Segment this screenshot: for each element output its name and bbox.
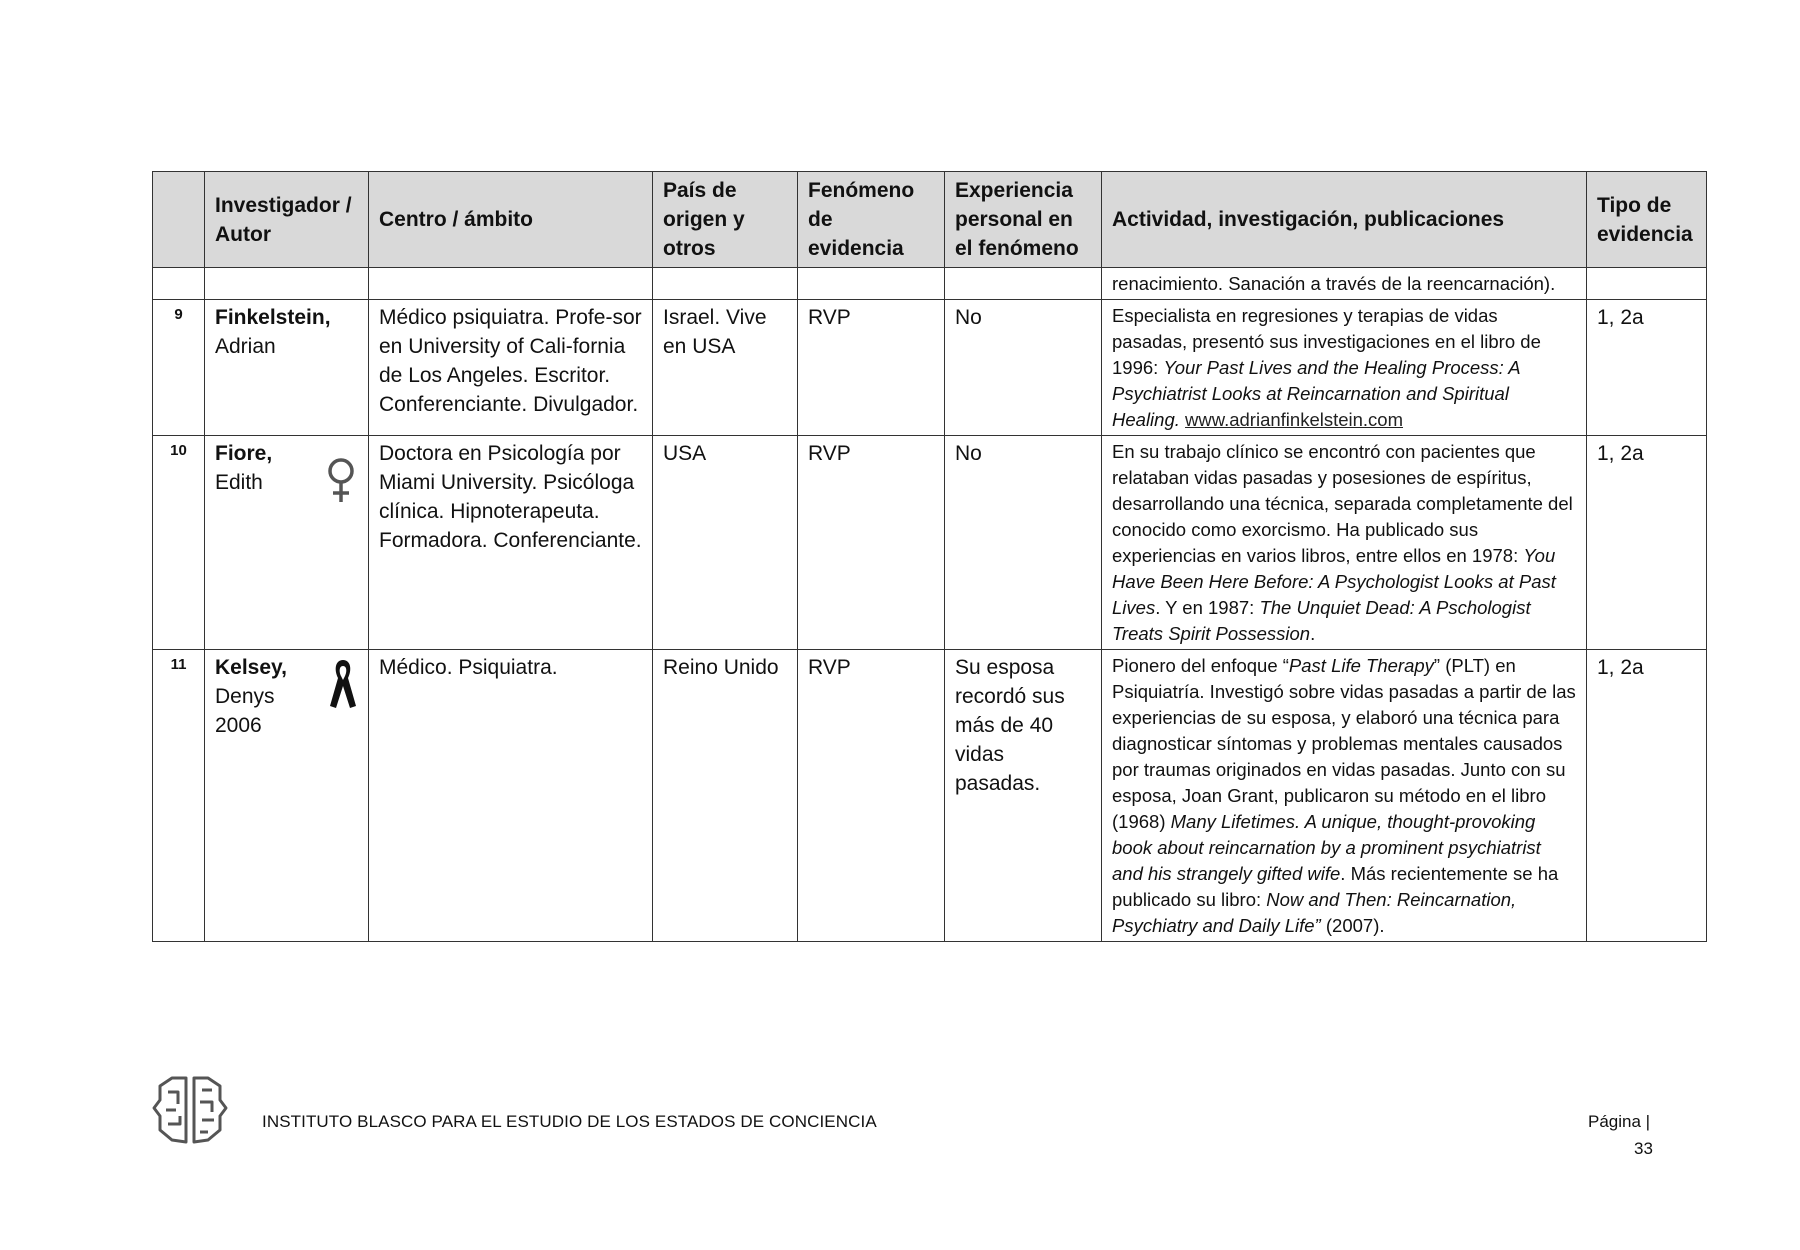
phenomenon-cell: RVP bbox=[798, 650, 945, 942]
table-row bbox=[153, 650, 1707, 942]
header-experience: Experiencia personal en el fenómeno bbox=[945, 172, 1102, 268]
author-cell bbox=[205, 436, 369, 650]
author-surname: Kelsey, bbox=[215, 656, 287, 679]
evidence-cell: 1, 2a bbox=[1587, 436, 1707, 650]
header-phenomenon: Fenómeno de evidencia bbox=[798, 172, 945, 268]
evidence-cell: 1, 2a bbox=[1587, 650, 1707, 942]
evidence-cell: 1, 2a bbox=[1587, 300, 1707, 436]
brain-logo-icon bbox=[150, 1070, 230, 1150]
center-cell: Doctora en Psicología por Miami University. Psicóloga clínica. Hipnoterapeuta. Formadora. Conferenciante. bbox=[369, 436, 653, 650]
country-cell: USA bbox=[653, 436, 798, 650]
table-header-row bbox=[153, 172, 1707, 268]
header-author: Investigador / Autor bbox=[205, 172, 369, 268]
page-label: Página | bbox=[1588, 1112, 1651, 1131]
header-evidence: Tipo de evidencia bbox=[1587, 172, 1707, 268]
row-number: 11 bbox=[153, 650, 205, 942]
author-cell bbox=[205, 300, 369, 436]
mourning-ribbon-icon bbox=[328, 656, 358, 712]
header-num bbox=[153, 172, 205, 268]
center-cell: Médico. Psiquiatra. bbox=[369, 650, 653, 942]
experience-cell: No bbox=[945, 436, 1102, 650]
author-cell bbox=[205, 650, 369, 942]
experience-cell: No bbox=[945, 300, 1102, 436]
researchers-table bbox=[152, 171, 1707, 942]
phenomenon-cell: RVP bbox=[798, 300, 945, 436]
row-number: 10 bbox=[153, 436, 205, 650]
activity-cell: En su trabajo clínico se encontró con pacientes que relataban vidas pasadas y posesiones de espíritus, desarrollando una técnica, separada completamente del conocido como exorcismo. Ha publicado sus experiencias en varios libros, entre ellos en 1978: You Have Been Here Before: A Psychologist Looks at Past Lives. Y en 1987: The Unquiet Dead: A Pschologist Treats Spirit Possession. bbox=[1102, 436, 1587, 650]
activity-cell: Especialista en regresiones y terapias de vidas pasadas, presentó sus investigaciones en el libro de 1996: Your Past Lives and the Healing Process: A Psychiatrist Looks at Reincarnation and Spiritual Healing. www.adrianfinkelstein.com bbox=[1102, 300, 1587, 436]
header-country: País de origen y otros bbox=[653, 172, 798, 268]
country-cell: Reino Unido bbox=[653, 650, 798, 942]
continuation-activity: renacimiento. Sanación a través de la reencarnación). bbox=[1102, 268, 1587, 300]
author-given-name: Edith bbox=[215, 471, 263, 494]
author-year: 2006 bbox=[215, 714, 262, 737]
table-row bbox=[153, 300, 1707, 436]
author-surname: Fiore, bbox=[215, 442, 273, 465]
header-activity: Actividad, investigación, publicaciones bbox=[1102, 172, 1587, 268]
country-cell: Israel. Vive en USA bbox=[653, 300, 798, 436]
experience-cell: Su esposa recordó sus más de 40 vidas pasadas. bbox=[945, 650, 1102, 942]
author-given-name: Adrian bbox=[215, 335, 276, 358]
activity-cell: Pionero del enfoque “Past Life Therapy” (PLT) en Psiquiatría. Investigó sobre vidas pasadas a partir de las experiencias de su esposa, y elaboró una técnica para diagnosticar síntomas y problemas mentales causados por traumas originados en vidas pasadas. Junto con su esposa, Joan Grant, publicaron su método en el libro (1968) Many Lifetimes. A unique, thought-provoking book about reincarnation by a prominent psychiatrist and his strangely gifted wife. Más recientemente se ha publicado su libro: Now and Then: Reincarnation, Psychiatry and Daily Life” (2007). bbox=[1102, 650, 1587, 942]
female-symbol-icon bbox=[326, 456, 356, 506]
table-row-continuation bbox=[153, 268, 1707, 300]
page-number: 33 bbox=[1634, 1139, 1653, 1158]
phenomenon-cell: RVP bbox=[798, 436, 945, 650]
footer-institute: INSTITUTO BLASCO PARA EL ESTUDIO DE LOS ESTADOS DE CONCIENCIA bbox=[262, 1112, 877, 1131]
center-cell: Médico psiquiatra. Profe-sor en University of Cali-fornia de Los Angeles. Escritor. Conferenciante. Divulgador. bbox=[369, 300, 653, 436]
row-number: 9 bbox=[153, 300, 205, 436]
table-row bbox=[153, 436, 1707, 650]
author-surname: Finkelstein, bbox=[215, 306, 331, 329]
header-center: Centro / ámbito bbox=[369, 172, 653, 268]
author-given-name: Denys bbox=[215, 685, 275, 708]
website-link[interactable]: www.adrianfinkelstein.com bbox=[1185, 409, 1404, 430]
